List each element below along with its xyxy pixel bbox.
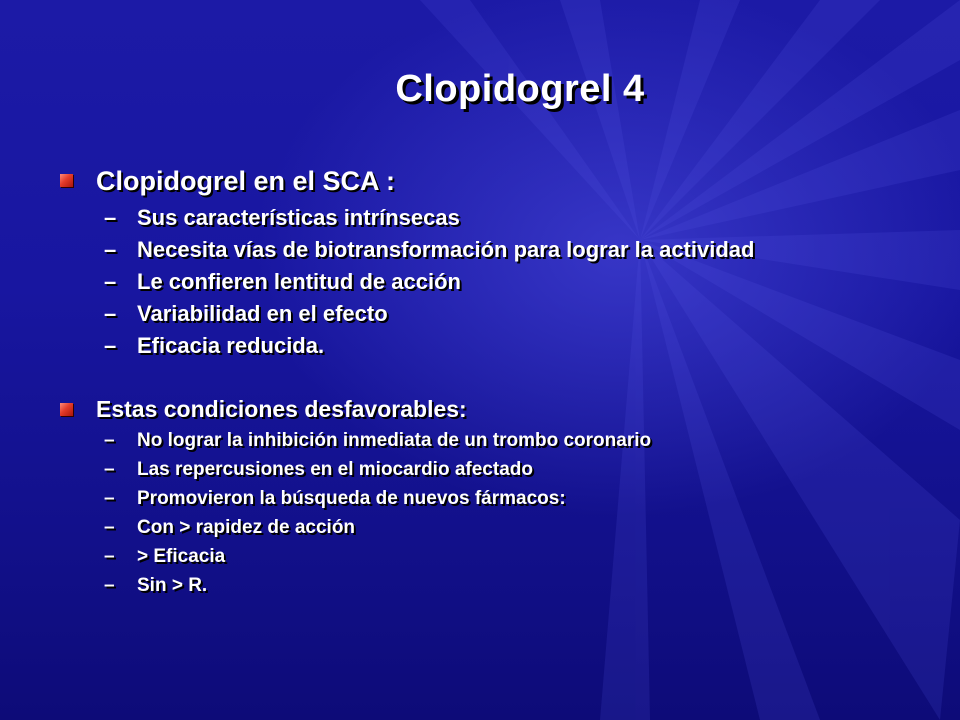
dash-glyph: – [104,459,115,480]
square-bullet-icon [60,403,73,416]
dash-glyph: – [104,301,117,326]
slide-title: Clopidogrel 4 [395,68,645,110]
dash-glyph: – [104,488,115,509]
square-bullet-icon [60,174,73,187]
dash-glyph: – [104,333,117,358]
dash-glyph: – [104,575,115,596]
dash-glyph: – [104,517,115,538]
section-2-heading: Estas condiciones desfavorables: [96,396,467,422]
dash-glyph: – [104,430,115,451]
dash-glyph: – [104,546,115,567]
dash-glyph: – [104,269,117,294]
dash-glyph: – [104,237,117,262]
dash-glyph: – [104,205,117,230]
slide: Clopidogrel 4 Clopidogrel en el SCA : – Sus características intrínsecas – Necesita vías de biotransformación para lograr la actividad – Le confieren lentitud de acción – Variabilidad en el efecto – Eficacia reducida. Estas condiciones desfavorables: – No lograr la inhibición inmediata de un trombo coronario – Las repercusiones en el miocardio afectado – Promovieron la búsqueda de nuevos fármacos: – Con > rapidez de acción – > Eficacia – Sin > R. [0,0,960,720]
section-1-heading: Clopidogrel en el SCA : [96,166,396,196]
